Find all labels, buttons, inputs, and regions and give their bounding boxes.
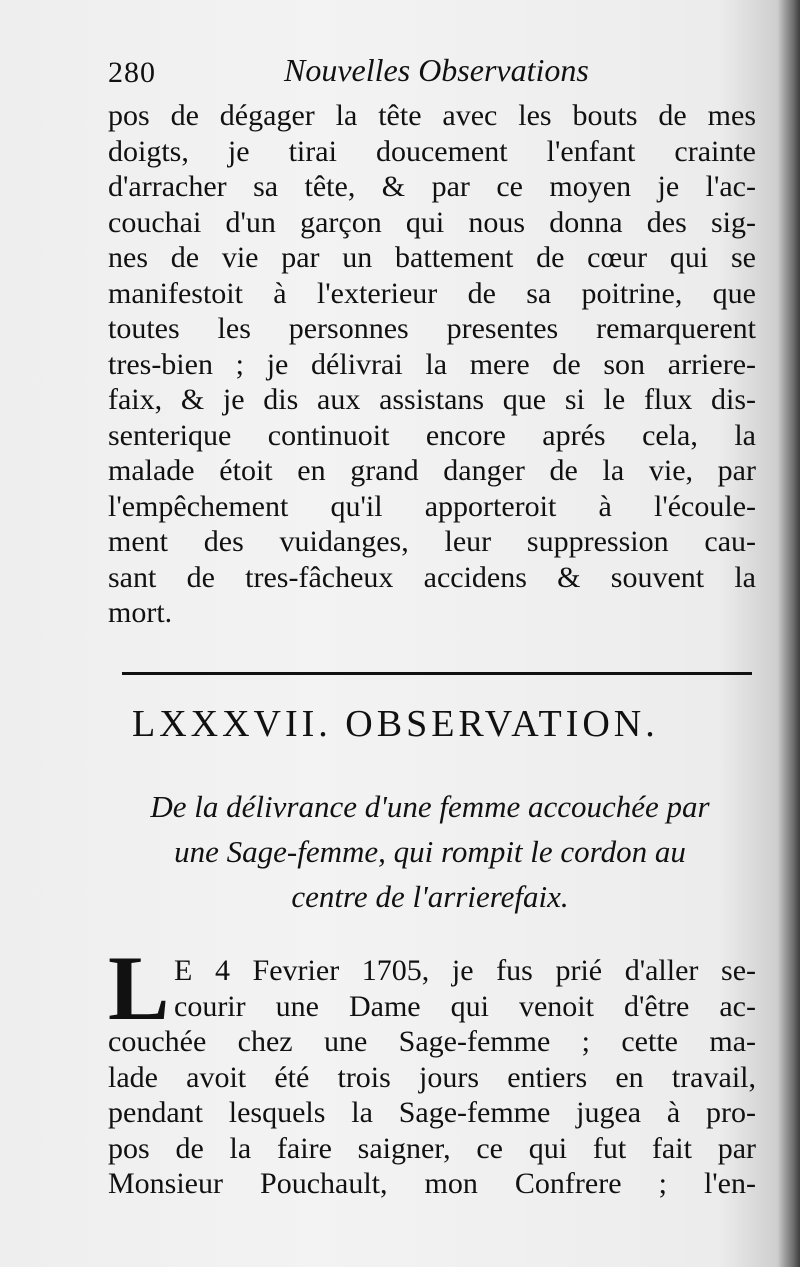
body-paragraph xyxy=(108,98,756,631)
page-header xyxy=(108,52,748,96)
drop-cap: L xyxy=(108,937,170,1039)
text-line: mort. xyxy=(108,596,173,629)
text-line: pos de la faire saigner, ce qui fut fait par xyxy=(108,1131,756,1165)
text-line: ment des vuidanges, leur suppression cau- xyxy=(108,525,756,558)
text-line: doigts, je tirai doucement l'enfant crainte xyxy=(108,134,756,168)
text-line: manifestoit à l'exterieur de sa poitrine, que xyxy=(108,276,756,310)
section-divider xyxy=(122,672,752,675)
page-number: 280 xyxy=(108,56,156,89)
text-line: pendant lesquels la Sage-femme jugea à pro- xyxy=(108,1096,756,1129)
text-line: E 4 Fevrier 1705, je fus prié d'aller se- xyxy=(174,954,756,987)
text-line: couchée chez une Sage-femme ; cette ma- xyxy=(108,1025,756,1058)
text-line: sant de tres-fâcheux accidens & souvent la xyxy=(108,560,756,594)
text-line: senterique continuoit encore aprés cela, la xyxy=(108,418,756,452)
text-line: courir une Dame qui venoit d'être ac- xyxy=(174,989,756,1023)
text-line: Monsieur Pouchault, mon Confrere ; l'en- xyxy=(108,1167,756,1200)
text-line: pos de dégager la tête avec les bouts de mes xyxy=(108,99,756,132)
observation-subtitle xyxy=(100,784,760,919)
subtitle-line: une Sage-femme, qui rompit le cordon au xyxy=(174,834,686,869)
text-line: malade étoit en grand danger de la vie, par xyxy=(108,454,756,487)
text-line: toutes les personnes presentes remarquerent xyxy=(108,312,756,345)
text-line: tres-bien ; je délivrai la mere de son arriere- xyxy=(108,347,756,381)
text-line: d'arracher sa tête, & par ce moyen je l'ac- xyxy=(108,170,756,203)
subtitle-line: De la délivrance d'une femme accouchée par xyxy=(150,789,710,824)
observation-heading: LXXXVII. OBSERVATION. xyxy=(132,703,659,745)
observation-paragraph xyxy=(108,953,756,1202)
text-line: nes de vie par un battement de cœur qui se xyxy=(108,241,756,274)
page-gutter-shadow xyxy=(778,0,800,1267)
text-line: couchai d'un garçon qui nous donna des sig- xyxy=(108,205,756,239)
subtitle-line: centre de l'arrierefaix. xyxy=(291,879,569,914)
text-line: faix, & je dis aux assistans que si le flux dis- xyxy=(108,383,756,416)
running-title: Nouvelles Observations xyxy=(284,52,589,88)
text-line: lade avoit été trois jours entiers en travail, xyxy=(108,1060,756,1094)
text-line: l'empêchement qu'il apporteroit à l'écoule- xyxy=(108,489,756,523)
